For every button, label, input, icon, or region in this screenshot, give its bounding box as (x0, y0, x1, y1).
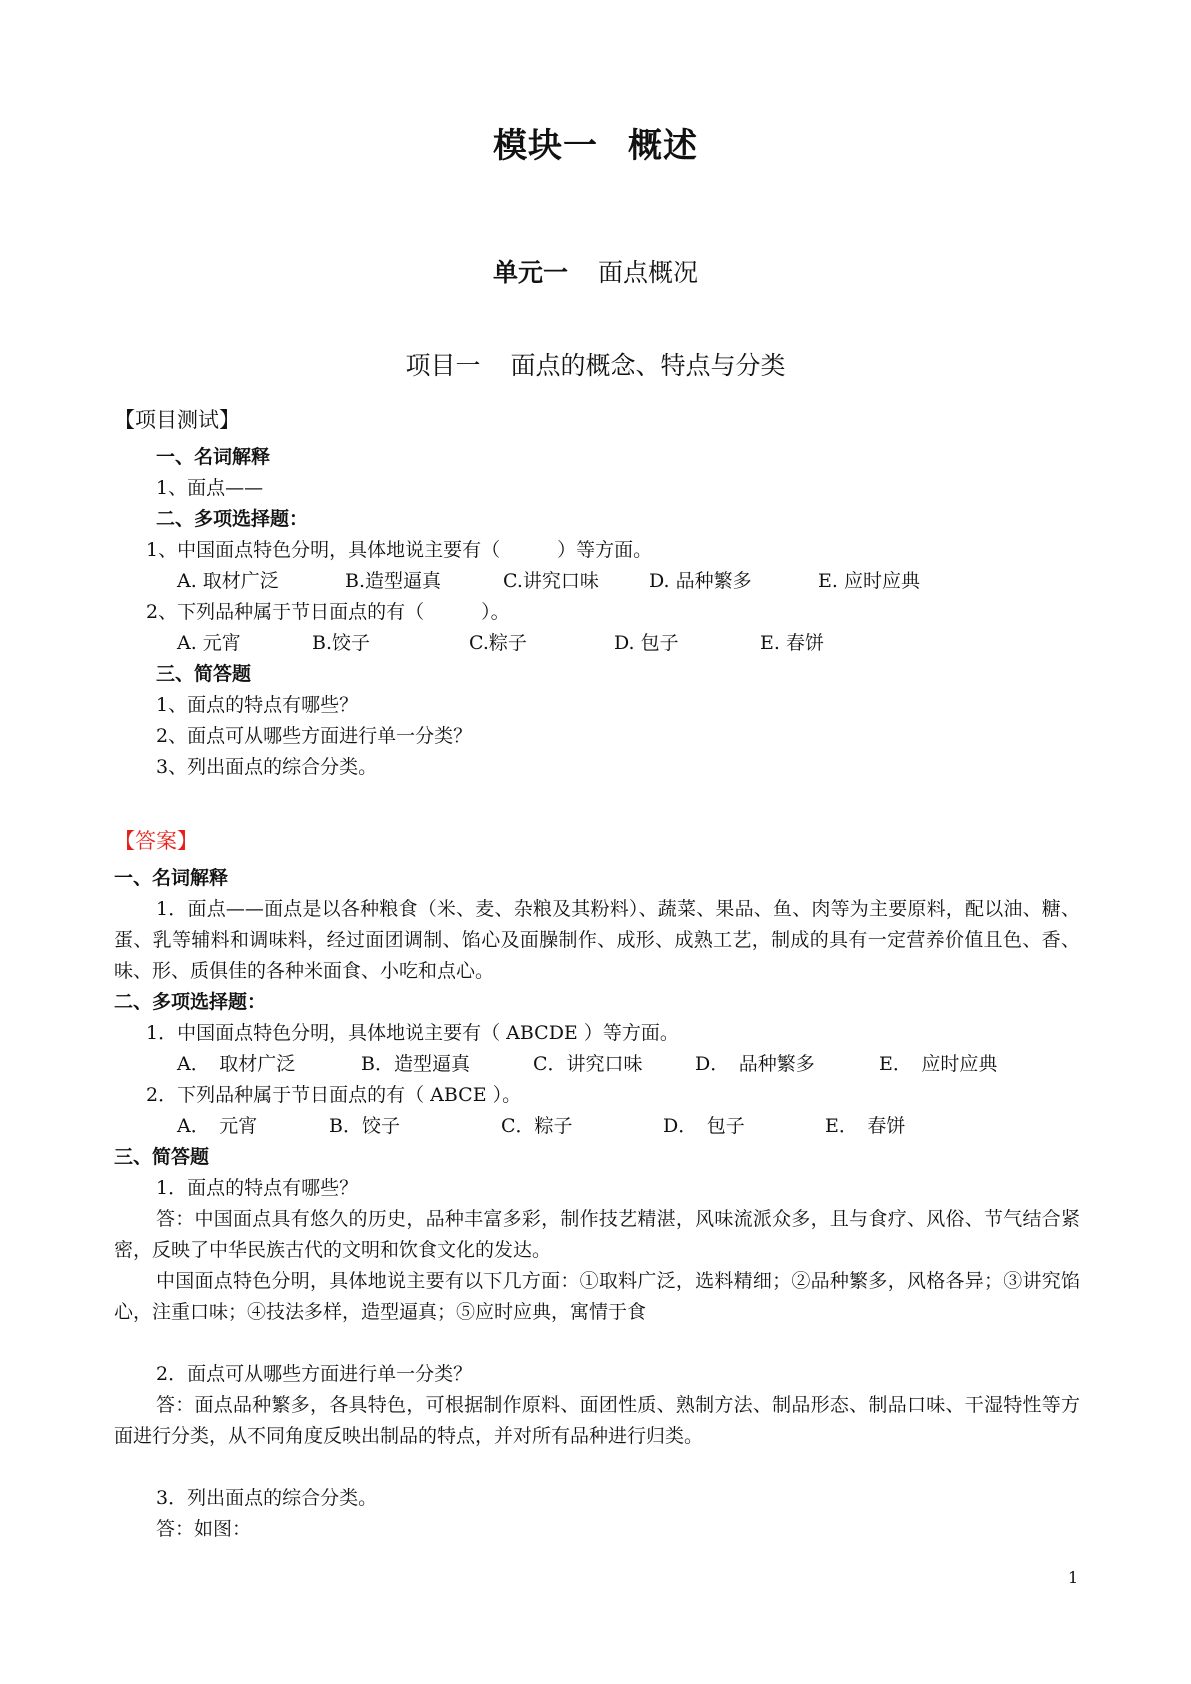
option: E． 春饼 (825, 1115, 906, 1137)
test-s3-heading: 三、简答题 (156, 663, 252, 685)
project-title (0, 346, 1191, 382)
option: E． 应时应典 (879, 1053, 998, 1075)
test-s3-q1: 1、面点的特点有哪些？ (156, 694, 359, 716)
answer-s1-text: 1．面点——面点是以各种粮食（米、麦、杂粮及其粉料）、蔬菜、果品、鱼、肉等为主要原料，配以油、糖、蛋、乳等辅料和调味料，经过面团调制、馅心及面臊制作、成形、成熟工艺，制成的具有一定营养价值且色、香、味、形、质俱佳的各种米面食、小吃和点心。 (114, 898, 1080, 982)
answer-s2-q1: 1．中国面点特色分明，具体地说主要有（ ABCDE ）等方面。 (146, 1022, 679, 1044)
option: C.讲究口味 (503, 570, 599, 592)
option: B.造型逼真 (345, 570, 442, 592)
option: E. 春饼 (760, 632, 824, 654)
option: C．讲究口味 (533, 1053, 643, 1075)
answer-s3-q3: 3．列出面点的综合分类。 (156, 1487, 378, 1509)
option: B．造型逼真 (361, 1053, 470, 1075)
test-s3-q3: 3、列出面点的综合分类。 (156, 756, 378, 778)
option: A. 元宵 (177, 632, 241, 654)
answer-s3-a3: 答：如图： (156, 1518, 252, 1540)
option: E. 应时应典 (818, 570, 920, 592)
unit-name: 面点概况 (598, 258, 699, 287)
option: B.饺子 (312, 632, 371, 654)
option: D. 品种繁多 (649, 570, 752, 592)
answer-s3-heading: 三、简答题 (114, 1146, 210, 1168)
test-heading: 【项目测试】 (114, 408, 240, 432)
test-s2-q1: 1、中国面点特色分明，具体地说主要有（ ）等方面。 (146, 539, 653, 561)
option: D. 包子 (614, 632, 679, 654)
test-s2-q2-options (177, 628, 824, 659)
project-name: 面点的概念、特点与分类 (510, 351, 786, 380)
option: D． 品种繁多 (695, 1053, 815, 1075)
answer-s3-q1: 1．面点的特点有哪些？ (156, 1177, 359, 1199)
module-label: 模块一 (493, 126, 598, 166)
unit-label: 单元一 (492, 258, 568, 287)
option: A. 取材广泛 (177, 570, 279, 592)
answer-s3-a2: 答：面点品种繁多，各具特色，可根据制作原料、面团性质、熟制方法、制品形态、制品口味、干湿特性等方面进行分类，从不同角度反映出制品的特点，并对所有品种进行归类。 (114, 1394, 1080, 1447)
answer-s3-a1-p1: 答：中国面点具有悠久的历史，品种丰富多彩，制作技艺精湛，风味流派众多，且与食疗、风俗、节气结合紧密，反映了中华民族古代的文明和饮食文化的发达。 (114, 1208, 1080, 1261)
option: D． 包子 (663, 1115, 745, 1137)
option: C．粽子 (501, 1115, 573, 1137)
module-name: 概述 (628, 126, 698, 166)
test-s2-q1-options (177, 566, 920, 597)
test-s1-heading: 一、名词解释 (156, 446, 271, 468)
answer-s2-heading: 二、多项选择题： (114, 991, 267, 1013)
answer-s2-q2: 2．下列品种属于节日面点的有（ ABCE ）。 (146, 1084, 522, 1106)
answer-s3-q2: 2．面点可从哪些方面进行单一分类？ (156, 1363, 473, 1385)
test-s1-q1: 1、面点—— (156, 477, 264, 499)
option: C.粽子 (469, 632, 527, 654)
test-s3-q2: 2、面点可从哪些方面进行单一分类？ (156, 725, 473, 747)
answer-s2-q1-options (177, 1049, 997, 1080)
module-title (0, 118, 1191, 167)
test-s2-heading: 二、多项选择题： (156, 508, 309, 530)
test-s2-q2: 2、下列品种属于节日面点的有（ ）。 (146, 601, 510, 623)
project-label: 项目一 (405, 351, 481, 380)
answer-heading: 【答案】 (114, 829, 198, 853)
unit-title (0, 253, 1191, 289)
option: A． 元宵 (177, 1115, 258, 1137)
option: A． 取材广泛 (177, 1053, 296, 1075)
answer-s3-a1-p2: 中国面点特色分明，具体地说主要有以下几方面：①取料广泛，选料精细；②品种繁多，风格各异；③讲究馅心，注重口味；④技法多样，造型逼真；⑤应时应典，寓情于食 (114, 1270, 1080, 1323)
answer-s1-heading: 一、名词解释 (114, 867, 229, 889)
page-number: 1 (1068, 1568, 1079, 1587)
answer-s2-q2-options (177, 1111, 905, 1142)
option: B．饺子 (329, 1115, 400, 1137)
